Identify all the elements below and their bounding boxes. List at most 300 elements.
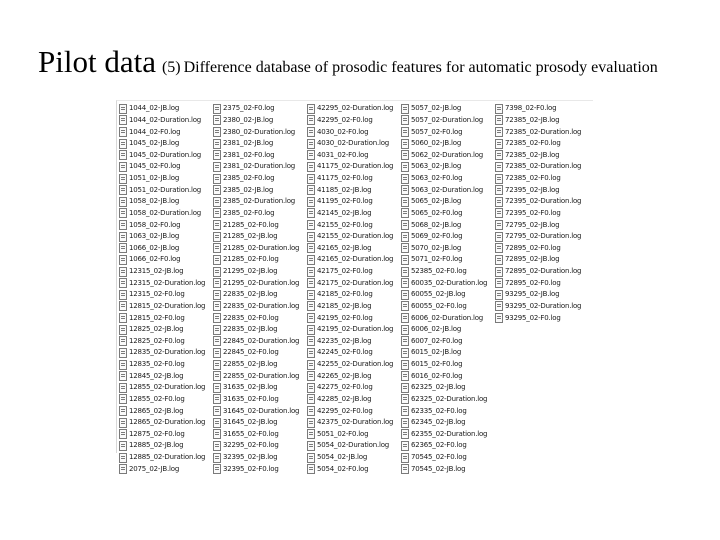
file-item[interactable] xyxy=(495,266,586,278)
document-icon xyxy=(307,325,315,335)
file-item[interactable] xyxy=(401,324,492,336)
file-name: 12815_02-F0.log xyxy=(129,313,185,322)
document-icon xyxy=(401,301,409,311)
document-icon xyxy=(119,243,127,253)
file-name: 32395_02-F0.log xyxy=(223,464,279,473)
file-name: 22835_02-JB.log xyxy=(223,325,278,334)
document-icon xyxy=(401,325,409,335)
document-icon xyxy=(119,208,127,218)
document-icon xyxy=(307,429,315,439)
document-icon xyxy=(495,162,503,172)
file-item[interactable] xyxy=(307,440,398,452)
file-name: 12815_02-Duration.log xyxy=(129,301,206,310)
file-item[interactable] xyxy=(495,312,586,324)
file-item[interactable] xyxy=(213,394,304,406)
file-item[interactable] xyxy=(495,208,586,220)
file-item[interactable] xyxy=(213,208,304,220)
document-icon xyxy=(213,185,221,195)
document-icon xyxy=(401,267,409,277)
file-item[interactable] xyxy=(213,359,304,371)
document-icon xyxy=(495,139,503,149)
file-item[interactable] xyxy=(495,243,586,255)
file-item[interactable] xyxy=(307,452,398,464)
file-item[interactable] xyxy=(213,289,304,301)
file-item[interactable] xyxy=(119,254,210,266)
file-name: 4030_02-Duration.log xyxy=(317,139,390,148)
file-name: 42145_02-JB.log xyxy=(317,208,372,217)
file-name: 62345_02-JB.log xyxy=(411,418,466,427)
file-name: 22835_02-JB.log xyxy=(223,290,278,299)
file-name: 4030_02-F0.log xyxy=(317,127,369,136)
file-name: 1045_02-JB.log xyxy=(129,139,180,148)
document-icon xyxy=(495,185,503,195)
file-item[interactable] xyxy=(307,277,398,289)
file-name: 22835_02-Duration.log xyxy=(223,301,300,310)
file-item[interactable] xyxy=(119,277,210,289)
file-name: 72895_02-F0.log xyxy=(505,278,561,287)
file-name: 31645_02-Duration.log xyxy=(223,406,300,415)
file-item[interactable] xyxy=(119,312,210,324)
file-item[interactable] xyxy=(307,173,398,185)
file-name: 6006_02-JB.log xyxy=(411,325,462,334)
file-item[interactable] xyxy=(307,463,398,475)
file-item[interactable] xyxy=(213,138,304,150)
file-name: 42195_02-F0.log xyxy=(317,313,373,322)
document-icon xyxy=(119,348,127,358)
file-item[interactable] xyxy=(307,115,398,127)
file-item[interactable] xyxy=(119,219,210,231)
document-icon xyxy=(119,360,127,370)
file-item[interactable] xyxy=(307,138,398,150)
file-name: 12825_02-F0.log xyxy=(129,336,185,345)
file-item[interactable] xyxy=(307,254,398,266)
file-name: 62325_02-Duration.log xyxy=(411,394,488,403)
file-item[interactable] xyxy=(401,440,492,452)
file-item[interactable] xyxy=(213,184,304,196)
file-item[interactable] xyxy=(119,231,210,243)
file-item[interactable] xyxy=(119,150,210,162)
file-item[interactable] xyxy=(307,219,398,231)
file-item[interactable] xyxy=(495,138,586,150)
document-icon xyxy=(213,418,221,428)
file-item[interactable] xyxy=(307,312,398,324)
file-item[interactable] xyxy=(307,417,398,429)
file-item[interactable] xyxy=(401,405,492,417)
document-icon xyxy=(119,464,127,474)
file-item[interactable] xyxy=(307,231,398,243)
file-item[interactable] xyxy=(119,394,210,406)
file-item[interactable] xyxy=(119,405,210,417)
file-item[interactable] xyxy=(119,126,210,138)
file-item[interactable] xyxy=(213,150,304,162)
file-item[interactable] xyxy=(119,138,210,150)
file-item[interactable] xyxy=(401,301,492,313)
file-name: 6006_02-Duration.log xyxy=(411,313,484,322)
document-icon xyxy=(401,220,409,230)
document-icon xyxy=(401,383,409,393)
file-item[interactable] xyxy=(213,382,304,394)
file-name: 60055_02-JB.log xyxy=(411,290,466,299)
document-icon xyxy=(307,278,315,288)
file-item[interactable] xyxy=(213,312,304,324)
document-icon xyxy=(495,290,503,300)
file-item[interactable] xyxy=(307,405,398,417)
file-name: 6015_02-F0.log xyxy=(411,360,463,369)
document-icon xyxy=(401,336,409,346)
file-item[interactable] xyxy=(307,370,398,382)
document-icon xyxy=(119,127,127,137)
file-item[interactable] xyxy=(119,161,210,173)
file-item[interactable] xyxy=(495,126,586,138)
file-item[interactable] xyxy=(213,219,304,231)
file-name: 5070_02-JB.log xyxy=(411,243,462,252)
file-item[interactable] xyxy=(213,277,304,289)
file-item[interactable] xyxy=(307,208,398,220)
file-name: 12315_02-Duration.log xyxy=(129,278,206,287)
file-item[interactable] xyxy=(119,289,210,301)
file-item[interactable] xyxy=(307,347,398,359)
file-item[interactable] xyxy=(495,254,586,266)
file-item[interactable] xyxy=(213,231,304,243)
file-item[interactable] xyxy=(213,161,304,173)
file-item[interactable] xyxy=(119,301,210,313)
document-icon xyxy=(495,267,503,277)
file-item[interactable] xyxy=(307,336,398,348)
file-item[interactable] xyxy=(213,173,304,185)
file-item[interactable] xyxy=(213,336,304,348)
file-item[interactable] xyxy=(119,324,210,336)
file-item[interactable] xyxy=(401,219,492,231)
file-item[interactable] xyxy=(119,115,210,127)
file-list-view[interactable] xyxy=(116,100,593,473)
file-item[interactable] xyxy=(401,277,492,289)
file-name: 5062_02-Duration.log xyxy=(411,150,484,159)
document-icon xyxy=(495,255,503,265)
document-icon xyxy=(213,139,221,149)
file-item[interactable] xyxy=(307,184,398,196)
file-name: 1044_02-F0.log xyxy=(129,127,181,136)
document-icon xyxy=(401,278,409,288)
document-icon xyxy=(307,453,315,463)
document-icon xyxy=(401,208,409,218)
file-item[interactable] xyxy=(495,301,586,313)
file-name: 42175_02-Duration.log xyxy=(317,278,394,287)
file-name: 5051_02-F0.log xyxy=(317,429,369,438)
title-subtitle: Difference database of prosodic features for automatic prosody evaluation xyxy=(183,59,658,76)
file-name: 12825_02-JB.log xyxy=(129,325,184,334)
file-item[interactable] xyxy=(213,254,304,266)
file-name: 5063_02-Duration.log xyxy=(411,185,484,194)
file-item[interactable] xyxy=(401,463,492,475)
file-item[interactable] xyxy=(119,429,210,441)
file-name: 42235_02-JB.log xyxy=(317,336,372,345)
file-item[interactable] xyxy=(401,266,492,278)
file-item[interactable] xyxy=(401,126,492,138)
file-name: 2380_02-JB.log xyxy=(223,115,274,124)
file-item[interactable] xyxy=(307,161,398,173)
file-item[interactable] xyxy=(401,150,492,162)
file-name: 52385_02-F0.log xyxy=(411,267,467,276)
file-item[interactable] xyxy=(119,382,210,394)
file-name: 12875_02-F0.log xyxy=(129,429,185,438)
file-item[interactable] xyxy=(401,208,492,220)
file-name: 62335_02-F0.log xyxy=(411,406,467,415)
document-icon xyxy=(495,232,503,242)
file-item[interactable] xyxy=(213,370,304,382)
file-item[interactable] xyxy=(119,347,210,359)
file-name: 5057_02-Duration.log xyxy=(411,115,484,124)
document-icon xyxy=(495,208,503,218)
document-icon xyxy=(401,139,409,149)
file-item[interactable] xyxy=(119,196,210,208)
file-item[interactable] xyxy=(213,452,304,464)
file-item[interactable] xyxy=(401,254,492,266)
document-icon xyxy=(401,162,409,172)
document-icon xyxy=(307,220,315,230)
file-item[interactable] xyxy=(119,173,210,185)
file-column xyxy=(495,103,586,324)
file-item[interactable] xyxy=(495,231,586,243)
file-name: 1045_02-Duration.log xyxy=(129,150,202,159)
file-item[interactable] xyxy=(401,138,492,150)
file-item[interactable] xyxy=(119,336,210,348)
document-icon xyxy=(307,336,315,346)
file-name: 2381_02-JB.log xyxy=(223,139,274,148)
document-icon xyxy=(401,453,409,463)
file-name: 1058_02-JB.log xyxy=(129,197,180,206)
file-name: 42245_02-F0.log xyxy=(317,348,373,357)
file-name: 41195_02-F0.log xyxy=(317,197,373,206)
file-item[interactable] xyxy=(401,382,492,394)
file-name: 42285_02-JB.log xyxy=(317,394,372,403)
file-item[interactable] xyxy=(307,266,398,278)
file-item[interactable] xyxy=(213,301,304,313)
file-name: 1058_02-Duration.log xyxy=(129,208,202,217)
document-icon xyxy=(307,115,315,125)
file-name: 70545_02-F0.log xyxy=(411,453,467,462)
file-name: 5063_02-JB.log xyxy=(411,162,462,171)
document-icon xyxy=(495,197,503,207)
file-name: 42175_02-F0.log xyxy=(317,267,373,276)
document-icon xyxy=(307,162,315,172)
document-icon xyxy=(495,127,503,137)
file-name: 5063_02-F0.log xyxy=(411,174,463,183)
file-item[interactable] xyxy=(401,336,492,348)
file-name: 42165_02-JB.log xyxy=(317,243,372,252)
file-name: 2375_02-F0.log xyxy=(223,104,275,113)
document-icon xyxy=(119,162,127,172)
file-item[interactable] xyxy=(307,126,398,138)
document-icon xyxy=(307,418,315,428)
file-item[interactable] xyxy=(495,150,586,162)
file-name: 62365_02-F0.log xyxy=(411,441,467,450)
file-name: 2381_02-Duration.log xyxy=(223,162,296,171)
document-icon xyxy=(401,464,409,474)
file-item[interactable] xyxy=(495,173,586,185)
file-name: 72385_02-F0.log xyxy=(505,139,561,148)
file-name: 12315_02-F0.log xyxy=(129,290,185,299)
file-item[interactable] xyxy=(401,243,492,255)
file-item[interactable] xyxy=(307,429,398,441)
file-name: 5071_02-F0.log xyxy=(411,255,463,264)
file-item[interactable] xyxy=(213,463,304,475)
document-icon xyxy=(401,371,409,381)
file-item[interactable] xyxy=(495,289,586,301)
file-item[interactable] xyxy=(495,115,586,127)
file-name: 72385_02-Duration.log xyxy=(505,162,582,171)
document-icon xyxy=(401,418,409,428)
file-item[interactable] xyxy=(119,266,210,278)
file-item[interactable] xyxy=(401,452,492,464)
file-name: 5065_02-JB.log xyxy=(411,197,462,206)
file-item[interactable] xyxy=(213,440,304,452)
file-item[interactable] xyxy=(307,324,398,336)
document-icon xyxy=(307,139,315,149)
file-item[interactable] xyxy=(401,417,492,429)
file-name: 21295_02-JB.log xyxy=(223,267,278,276)
document-icon xyxy=(119,174,127,184)
file-name: 1058_02-F0.log xyxy=(129,220,181,229)
file-name: 31635_02-F0.log xyxy=(223,394,279,403)
file-item[interactable] xyxy=(307,359,398,371)
file-item[interactable] xyxy=(213,103,304,115)
file-item[interactable] xyxy=(401,184,492,196)
document-icon xyxy=(495,313,503,323)
document-icon xyxy=(213,301,221,311)
file-item[interactable] xyxy=(401,370,492,382)
file-item[interactable] xyxy=(213,196,304,208)
file-name: 60035_02-Duration.log xyxy=(411,278,488,287)
file-name: 5069_02-F0.log xyxy=(411,232,463,241)
document-icon xyxy=(401,290,409,300)
file-name: 1066_02-F0.log xyxy=(129,255,181,264)
file-item[interactable] xyxy=(401,231,492,243)
file-name: 12865_02-JB.log xyxy=(129,406,184,415)
file-item[interactable] xyxy=(119,440,210,452)
file-name: 5068_02-JB.log xyxy=(411,220,462,229)
document-icon xyxy=(213,243,221,253)
file-item[interactable] xyxy=(401,196,492,208)
file-item[interactable] xyxy=(213,405,304,417)
file-name: 5054_02-Duration.log xyxy=(317,441,390,450)
file-item[interactable] xyxy=(307,289,398,301)
file-item[interactable] xyxy=(401,161,492,173)
document-icon xyxy=(401,313,409,323)
file-item[interactable] xyxy=(119,417,210,429)
file-name: 72895_02-F0.log xyxy=(505,243,561,252)
file-item[interactable] xyxy=(119,103,210,115)
document-icon xyxy=(119,406,127,416)
file-column xyxy=(401,103,492,475)
file-name: 2385_02-Duration.log xyxy=(223,197,296,206)
file-item[interactable] xyxy=(213,324,304,336)
file-item[interactable] xyxy=(495,103,586,115)
file-item[interactable] xyxy=(119,184,210,196)
document-icon xyxy=(307,348,315,358)
document-icon xyxy=(119,104,127,114)
file-item[interactable] xyxy=(213,126,304,138)
file-name: 1063_02-JB.log xyxy=(129,232,180,241)
file-item[interactable] xyxy=(307,150,398,162)
file-item[interactable] xyxy=(401,103,492,115)
file-item[interactable] xyxy=(307,243,398,255)
file-item[interactable] xyxy=(307,301,398,313)
file-name: 2381_02-F0.log xyxy=(223,150,275,159)
file-item[interactable] xyxy=(213,429,304,441)
document-icon xyxy=(213,336,221,346)
file-name: 31655_02-F0.log xyxy=(223,429,279,438)
file-item[interactable] xyxy=(401,115,492,127)
file-item[interactable] xyxy=(307,394,398,406)
document-icon xyxy=(401,441,409,451)
file-item[interactable] xyxy=(119,463,210,475)
file-item[interactable] xyxy=(307,103,398,115)
document-icon xyxy=(213,325,221,335)
file-item[interactable] xyxy=(119,452,210,464)
file-item[interactable] xyxy=(119,370,210,382)
file-item[interactable] xyxy=(119,208,210,220)
document-icon xyxy=(213,267,221,277)
file-item[interactable] xyxy=(119,243,210,255)
file-item[interactable] xyxy=(307,382,398,394)
file-item[interactable] xyxy=(213,266,304,278)
document-icon xyxy=(495,243,503,253)
file-name: 42265_02-JB.log xyxy=(317,371,372,380)
document-icon xyxy=(401,150,409,160)
file-item[interactable] xyxy=(495,277,586,289)
document-icon xyxy=(119,255,127,265)
file-name: 42295_02-F0.log xyxy=(317,406,373,415)
document-icon xyxy=(213,197,221,207)
file-name: 32395_02-JB.log xyxy=(223,453,278,462)
file-name: 72395_02-Duration.log xyxy=(505,197,582,206)
document-icon xyxy=(213,232,221,242)
file-item[interactable] xyxy=(495,161,586,173)
file-item[interactable] xyxy=(401,312,492,324)
title-main: Pilot data xyxy=(38,44,156,79)
document-icon xyxy=(213,383,221,393)
document-icon xyxy=(495,104,503,114)
document-icon xyxy=(119,371,127,381)
document-icon xyxy=(307,255,315,265)
file-item[interactable] xyxy=(401,429,492,441)
file-item[interactable] xyxy=(213,243,304,255)
document-icon xyxy=(119,453,127,463)
file-item[interactable] xyxy=(213,347,304,359)
file-item[interactable] xyxy=(401,347,492,359)
file-item[interactable] xyxy=(495,196,586,208)
file-name: 12855_02-F0.log xyxy=(129,394,185,403)
file-name: 42185_02-F0.log xyxy=(317,290,373,299)
file-column xyxy=(119,103,210,475)
document-icon xyxy=(495,301,503,311)
file-item[interactable] xyxy=(213,417,304,429)
file-item[interactable] xyxy=(401,394,492,406)
file-item[interactable] xyxy=(401,359,492,371)
document-icon xyxy=(119,185,127,195)
file-name: 93295_02-Duration.log xyxy=(505,301,582,310)
document-icon xyxy=(119,418,127,428)
file-name: 2380_02-Duration.log xyxy=(223,127,296,136)
file-item[interactable] xyxy=(213,115,304,127)
file-item[interactable] xyxy=(401,173,492,185)
file-item[interactable] xyxy=(495,184,586,196)
file-name: 6007_02-F0.log xyxy=(411,336,463,345)
file-item[interactable] xyxy=(401,289,492,301)
file-item[interactable] xyxy=(495,219,586,231)
file-item[interactable] xyxy=(307,196,398,208)
file-item[interactable] xyxy=(119,359,210,371)
